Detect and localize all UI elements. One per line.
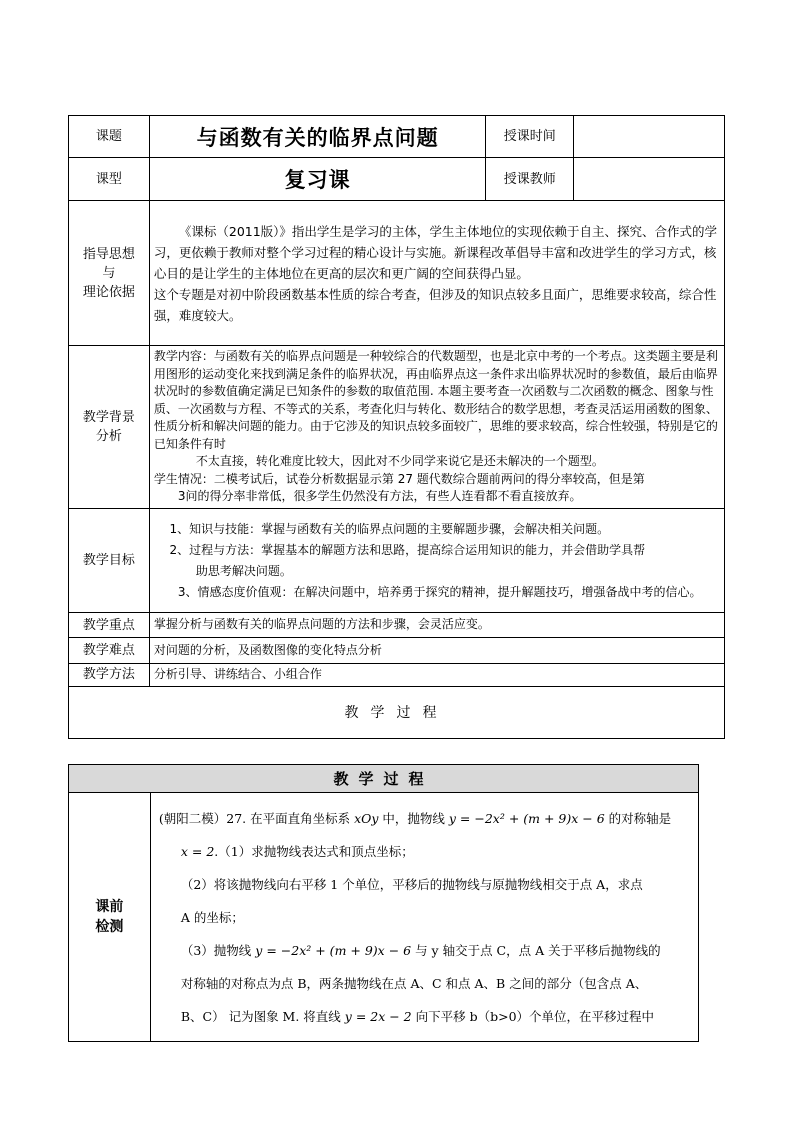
background-paragraph-2: 学生情况：二模考试后，试卷分析数据显示第 27 题代数综合题前两问的得分率较高，但是第 — [153, 471, 645, 486]
question-part-3-line2: 对称轴的对称点为点 B，两条抛物线在点 A、C 和点 A、B 之间的部分（包含点 A、 — [180, 975, 648, 991]
process-header: 教学过程 — [69, 765, 699, 793]
question-part-3 — [159, 934, 692, 967]
pre-class-row — [69, 793, 699, 1042]
parabola-equation: y = −2x² + (m + 9)x − 6 — [448, 810, 605, 826]
question-part-3-line3 — [159, 1000, 692, 1033]
teacher-label: 授课教师 — [486, 158, 574, 201]
background-label-line2: 分析 — [95, 429, 122, 444]
difficulty-value: 对问题的分析，及函数图像的变化特点分析 — [149, 638, 724, 664]
background-content — [149, 346, 724, 509]
process-row — [69, 686, 725, 738]
question-part-3-line3a: B、C） 记为图象 M. 将直线 — [180, 1008, 345, 1024]
goal-item-3: 3、情感态度价值观：在解决问题中，培养勇于探究的精神，提升解题技巧，增强备战中考的信心。 — [177, 584, 702, 599]
process-table — [68, 764, 699, 1042]
topic-row — [69, 116, 725, 158]
lesson-plan-table — [68, 115, 725, 739]
guide-row — [69, 201, 725, 346]
difficulty-label: 教学难点 — [69, 638, 150, 664]
goal-item-2: 2、过程与方法：掌握基本的解题方法和思路，提高综合运用知识的能力，并会借助学具帮 — [169, 542, 646, 557]
goal-label: 教学目标 — [69, 509, 150, 613]
background-label — [69, 346, 150, 509]
process-title: 教学过程 — [69, 686, 725, 738]
guide-paragraph-2: 这个专题是对初中阶段函数基本性质的综合考查，但涉及的知识点较多且面广，思维要求较高，综合性强，难度较大。 — [153, 286, 717, 323]
question-content — [150, 793, 698, 1042]
difficulty-row — [69, 638, 725, 664]
time-value — [574, 116, 725, 158]
time-label: 授课时间 — [486, 116, 574, 158]
guide-paragraph-1: 《课标（2011版）》指出学生是学习的主体，学生主体地位的实现依赖于自主、探究、合作式的学习，更依赖于教师对整个学习过程的精心设计与实施。新课程改革倡导丰富和改进学生的学习方式，核心目的是让学生的主体地位在更高的层次和更广阔的空间获得凸显。 — [153, 223, 717, 281]
guide-label-line1: 指导思想 — [82, 246, 135, 262]
question-part-1: .（1）求抛物线表达式和顶点坐标； — [214, 843, 414, 859]
topic-value: 与函数有关的临界点问题 — [149, 116, 485, 158]
pre-class-label-line2: 检测 — [95, 919, 124, 935]
pre-class-label — [69, 793, 151, 1042]
goal-item-1: 1、知识与技能：掌握与函数有关的临界点问题的主要解题步骤，会解决相关问题。 — [169, 521, 610, 536]
line-equation: y = 2x − 2 — [344, 1008, 412, 1024]
question-part-2-cont: A 的坐标； — [180, 909, 244, 925]
background-paragraph-2-cont: 3问的得分率非常低，很多学生仍然没有方法，有些人连看都不看直接放弃。 — [177, 489, 582, 504]
guide-label — [69, 201, 150, 346]
question-part-3-line3b: 向下平移 b（b>0）个单位，在平移过程中 — [411, 1008, 655, 1024]
question-tail: 的对称轴是 — [604, 810, 672, 826]
teacher-value — [574, 158, 725, 201]
background-paragraph-1: 教学内容：与函数有关的临界点问题是一种较综合的代数题型，也是北京中考的一个考点。这类题主要是利用图形的运动变化来找到满足条件的临界状况，再由临界点这一条件求出临界状况时的参数值，最后由临界状况时的参数值确定满足已知条件的参数的取值范围. 本题主要考查一次函数与二次函数的概念、图象与性质、一次函数与方程、不等式的关系，考查化归与转化、数形结合的数学思想，考查灵活运用函数的图象、性质分析和解决问题的能力。由于它涉及的知识点较多面较广，思维的要求较高，综合性较强，特别是它的已知条件有时 — [153, 349, 718, 451]
background-label-line1: 教学背景 — [82, 410, 135, 425]
guide-content — [149, 201, 724, 346]
question-part-2: （2）将该抛物线向右平移 1 个单位，平移后的抛物线与原抛物线相交于点 A，求点 — [180, 876, 643, 892]
type-label: 课型 — [69, 158, 150, 201]
guide-label-line3: 理论依据 — [82, 284, 135, 300]
question-xoy: xOy — [354, 810, 379, 826]
goal-content — [149, 509, 724, 613]
axis-equation: x = 2 — [180, 843, 215, 859]
method-value: 分析引导、讲练结合、小组合作 — [149, 664, 724, 687]
background-paragraph-1-cont: 不太直接，转化难度比较大，因此对不少同学来说它是还未解决的一个题型。 — [195, 454, 604, 469]
pre-class-label-line1: 课前 — [95, 899, 124, 915]
question-line-1 — [159, 802, 692, 835]
type-value: 复习课 — [149, 158, 485, 201]
question-line-2 — [159, 835, 692, 868]
key-value: 掌握分析与函数有关的临界点问题的方法和步骤，会灵活应变。 — [149, 613, 724, 638]
topic-label: 课题 — [69, 116, 150, 158]
goal-item-2-cont: 助思考解决问题。 — [195, 563, 292, 578]
process-header-row — [69, 765, 699, 793]
method-label: 教学方法 — [69, 664, 150, 687]
goal-row — [69, 509, 725, 613]
key-row — [69, 613, 725, 638]
guide-label-line2: 与 — [102, 265, 116, 281]
question-source: (朝阳二模）27. 在平面直角坐标系 — [158, 810, 355, 826]
key-label: 教学重点 — [69, 613, 150, 638]
question-part-3b: 与 y 轴交于点 C，点 A 关于平移后抛物线的 — [411, 942, 661, 958]
question-mid: 中，抛物线 — [378, 810, 449, 826]
question-part-3a: （3）抛物线 — [180, 942, 256, 958]
type-row — [69, 158, 725, 201]
background-row — [69, 346, 725, 509]
method-row — [69, 664, 725, 687]
parabola-equation-2: y = −2x² + (m + 9)x − 6 — [255, 942, 412, 958]
